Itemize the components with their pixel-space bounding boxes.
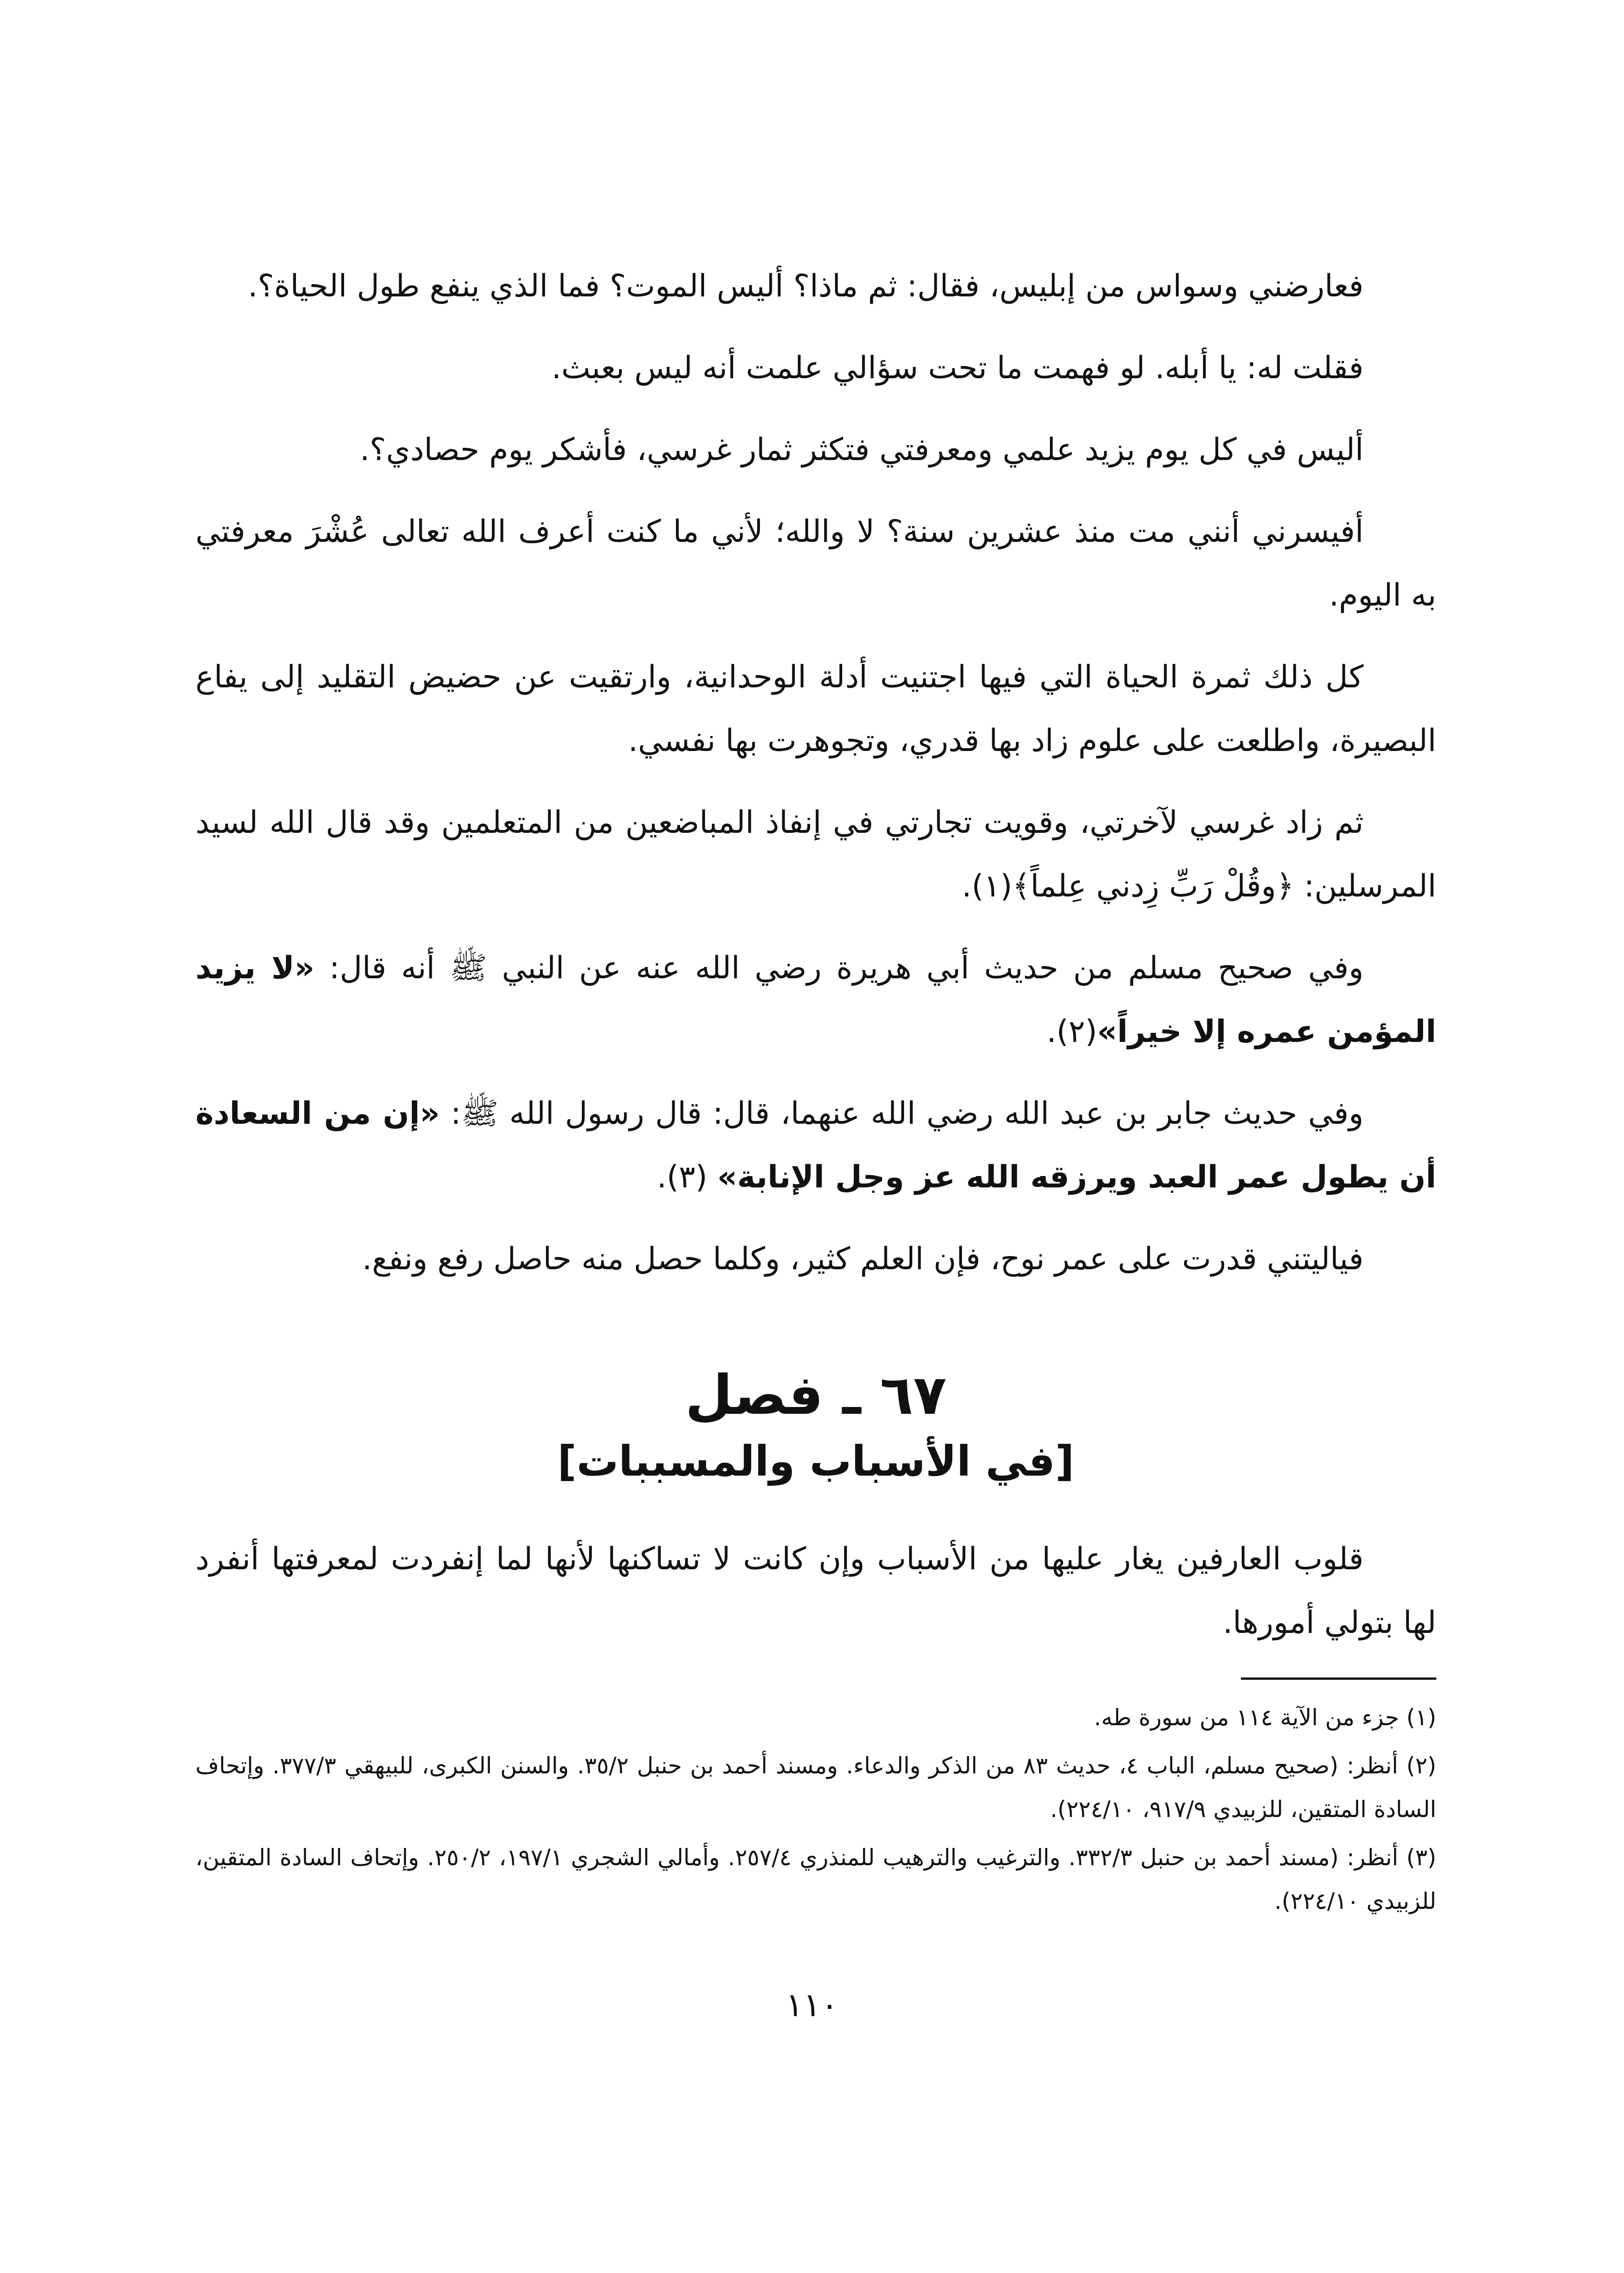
hadith-paragraph (195, 936, 1436, 1064)
hadith-quote: «إن من السعادة أن يطول عمر العبد ويرزقه الله عز وجل الإنابة» (195, 1096, 1436, 1195)
section-subtitle: [في الأسباب والمسببات] (557, 1437, 1074, 1486)
hadith-intro: وفي حديث جابر بن عبد الله رضي الله عنهما، قال: قال رسول الله ﷺ: (440, 1096, 1364, 1131)
paragraph: أليس في كل يوم يزيد علمي ومعرفتي فتكثر ثمار غرسي، فأشكر يوم حصادي؟. (360, 432, 1364, 468)
section-title: ٦٧ ـ فصل (685, 1364, 947, 1427)
section-text (195, 1527, 1436, 1655)
paragraph: ثم زاد غرسي لآخرتي، وقويت تجارتي في إنفاذ المباضعين من المتعلمين وقد قال الله لسيد المرسلين: ﴿وقُلْ رَبِّ زِدني عِلماً﴾(١). (195, 805, 1436, 904)
footnotes (195, 1696, 1436, 1923)
hadith-intro: وفي صحيح مسلم من حديث أبي هريرة رضي الله عنه عن النبي ﷺ أنه قال: (314, 950, 1364, 986)
footnote-ref: (٣). (657, 1159, 717, 1195)
footnote: (٢) أنظر: (صحيح مسلم، الباب ٤، حديث ٨٣ من الذكر والدعاء. ومسند أحمد بن حنبل ٣٥/٢. والسنن الكبرى، للبيهقي ٣٧٧/٣. وإتحاف السادة المتقين، للزبيدي ٩١٧/٩، ٢٢٤/١٠). (195, 1752, 1436, 1822)
main-text (195, 255, 1436, 1291)
page-number: ١١٠ (785, 1986, 839, 2024)
hadith-paragraph (195, 1082, 1436, 1209)
footnote: (٣) أنظر: (مسند أحمد بن حنبل ٣٣٢/٣. والترغيب والترهيب للمنذري ٢٥٧/٤. وأمالي الشجري ١٩٧/١، ٢٥٠/٢. وإتحاف السادة المتقين، للزبيدي ٢٢٤/١٠). (195, 1844, 1436, 1914)
paragraph: فعارضني وسواس من إبليس، فقال: ثم ماذا؟ أليس الموت؟ فما الذي ينفع طول الحياة؟. (248, 268, 1364, 304)
footnote: (١) جزء من الآية ١١٤ من سورة طه. (1094, 1704, 1436, 1731)
footnote-divider (1241, 1677, 1436, 1680)
paragraph: أفيسرني أنني مت منذ عشرين سنة؟ لا والله؛ لأني ما كنت أعرف الله تعالى عُشْرَ معرفتي به اليوم. (195, 514, 1436, 613)
hadith-quote: «لا يزيد المؤمن عمره إلا خيراً» (195, 950, 1436, 1050)
paragraph: قلوب العارفين يغار عليها من الأسباب وإن كانت لا تساكنها لأنها لما إنفردت لمعرفتها أنفرد لها بتولي أمورها. (195, 1541, 1436, 1641)
footnote-ref: (٢). (1046, 1014, 1097, 1050)
paragraph: فياليتني قدرت على عمر نوح، فإن العلم كثير، وكلما حصل منه حاصل رفع ونفع. (362, 1241, 1364, 1277)
paragraph: فقلت له: يا أبله. لو فهمت ما تحت سؤالي علمت أنه ليس بعبث. (551, 350, 1364, 386)
paragraph: كل ذلك ثمرة الحياة التي فيها اجتنيت أدلة الوحدانية، وارتقيت عن حضيض التقليد إلى يفاع البصيرة، واطلعت على علوم زاد بها قدري، وتجوهرت بها نفسي. (195, 659, 1436, 759)
